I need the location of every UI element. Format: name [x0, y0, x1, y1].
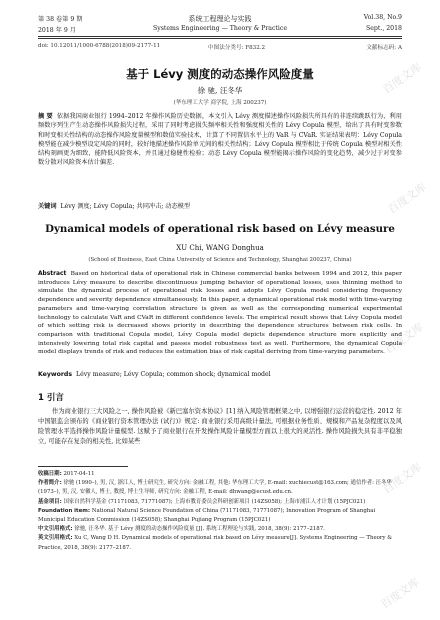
section-heading-introduction: 1 引言 [38, 393, 64, 403]
doi[interactable]: doi: 10.12011/1000-6788(2018)09-2177-11 [38, 43, 161, 49]
footnote-funding-en [38, 507, 402, 525]
abstract-text-en: Based on historical data of operational risk in Chinese commercial banks between 1994 and 2012, this paper introduces Lévy measure to describe discontinuous jumping behavior of operational losses, uses thinning method to simulate the dynamical process of operational risk losses and adopts Lévy Copula model considering frequency dependence and severity dependence simultaneously. In this paper, a dynamical operational risk model with time-varying parameters and time-varying correlation structure is given as well as the corresponding numerical experimental technology to calculate VaR and CVaR in different confidence levels. The empirical result shows that Lévy Copula model of which setting risk is decreased shows priority in describing the dependence structures between risk cells. In comparison with traditional Copula model, Lévy Copula model depicts dependence structure more explicitly and intensively lowering total risk capital and passes model robustness test as well. Furthermore, the dynamical Copula model displays trends of risk and reduces the estimation bias of risk capital deriving from time-varying parameters. [38, 271, 402, 356]
date-cn: 2018 年 9 月 [38, 27, 76, 34]
affiliation-chinese: (华东理工大学 商学院, 上海 200237) [173, 100, 267, 106]
footnote-received [38, 470, 402, 479]
footnote-label: 收稿日期: [38, 471, 62, 477]
footnote-citation-cn [38, 525, 402, 534]
authors-chinese: 徐 驰, 汪冬华 [197, 86, 243, 95]
footnote-author-bio [38, 479, 402, 497]
affiliation-english: (School of Business, East China University of Science and Technology, Shanghai 200237, China) [88, 257, 352, 263]
date-en: Sept., 2018 [366, 25, 402, 32]
footnote-label: 作者简介: [38, 480, 62, 487]
footnote-funding-cn [38, 498, 402, 507]
keywords-chinese [38, 201, 402, 210]
abstract-label-en: Abstract [38, 271, 67, 277]
footnote-text: 徐驰 (1990–), 男, 汉, 浙江人, 博士研究生, 研究方向: 金融工程, 其他: 华东理工大学, E-mail: xuchiecust@163.com; 通信作者: 汪冬华 (1973–), 男, 汉, 安徽人, 博士, 教授, 博士生导师, 研究方向: 金融工程, E-mail: dhwang@ecust.edu.cn. [38, 480, 392, 496]
volume-en: Vol.38, No.9 [363, 14, 402, 21]
keywords-label-en: Keywords [38, 371, 73, 378]
footnote-text: 徐驰, 汪冬华. 基于 Lévy 测度的动态操作风险度量 [J]. 系统工程理论与实践, 2018, 38(9): 2177–2187. [74, 526, 325, 533]
footnote-label: 基金项目: [38, 498, 62, 505]
volume-cn: 第 38 卷第 9 期 [38, 16, 83, 23]
abstract-english [38, 270, 402, 357]
keywords-text-cn: Lévy 测度; Lévy Copula; 共同冲击; 动态模型 [60, 203, 191, 210]
watermark: 百度文库 [380, 60, 425, 97]
title-english: Dynamical models of operational risk based on Lévy measure [45, 223, 395, 235]
authors-english: XU Chi, WANG Donghua [176, 244, 264, 252]
introduction-paragraph: 作为商业银行三大风险之一, 操作风险被《新巴塞尔资本协议》[1] 纳入风险管理框架之中, 以增强银行运营的稳定性. 2012 年中国银监会颁布的《商业银行资本管理办法 (试行)》规定: 商业银行采用高级计量法, 可根据业务性质、规模和产品复杂程度以及风险管理水平选择操作风险计量模型. 这赋予了商业银行在开发操作风险计量模型方面以上很大的灵活性. 操作风险损失具有非平稳独立, 可能存在复杂的相关性, 比如某些 [38, 408, 402, 445]
title-chinese: 基于 Lévy 测度的动态操作风险度量 [126, 67, 314, 81]
header-rule [38, 36, 402, 37]
footnote-text: Xu C, Wang D H. Dynamical models of operational risk based on Lévy measure[J]. Systems Engineering — Theory & Practice, 2018, 38(9): 2177–2187. [38, 535, 393, 551]
journal-en: Systems Engineering — Theory & Practice [152, 25, 288, 32]
footnote-text: 2017-04-11 [63, 471, 95, 477]
watermark: 百度文库 [380, 460, 425, 497]
abstract-label-cn: 摘 要 [38, 113, 53, 120]
header-rule [38, 38, 402, 39]
keywords-english [38, 371, 402, 378]
document-code: 文献标志码: A [366, 45, 402, 51]
footnote-label: 中文引用格式: [38, 526, 73, 533]
footnote-label: 英文引用格式: [38, 535, 73, 542]
footnotes [38, 470, 402, 553]
watermark: 百度文库 [378, 575, 423, 612]
watermark: 百度文库 [382, 320, 427, 357]
footnote-text: National Natural Science Foundation of China (71171083, 71771087); Innovation Program of Shanghai Municipal Education Commission (14ZS058); Shanghai Pujiang Program (15PJC021) [38, 507, 376, 524]
abstract-chinese [38, 112, 402, 168]
abstract-text-cn: 依据我国商业银行 1994–2012 年操作风险历史数据，本文引入 Lévy 测度描述操作风险损失所具有的非连续跳跃行为，利用频数序列生产生动态操作风险损失过程，采用了同时考虑损失频率相关性和强度相关性的 Lévy Copula 模型，给出了具有时变参数和时变相关性结构的动态操作风险度量模型和数值实验技术，计算了不同置信水平上的 VaR 与 CVaR. 实证结果表明：Lévy Copula 模型能在减少模型设定风险的同时，较好地描述操作风险单元间的相关性结构；Lévy Copula 模型相比于传统 Copula 模型对相关性结构刻画更为细致，能降低风险资本，并且通过稳健性检验；动态 Lévy Copula 模型能揭示操作风险的变化趋势，减少过于对变参数分散对风险资本估计偏差. [38, 113, 402, 167]
keywords-label-cn: 关键词 [38, 203, 57, 210]
keywords-text-en: Lévy measure; Lévy Copula; common shock; dynamical model [75, 371, 271, 378]
footnote-rule [38, 466, 128, 467]
footnote-text: 国家自然科学基金 (71171083, 71771087); 上海市教育委员会科研创新项目 (14ZS058); 上海市浦江人才计划 (15PJC021) [63, 498, 366, 505]
journal-cn: 系统工程理论与实践 [188, 15, 252, 23]
clc-number: 中图法分类号: F832.2 [208, 45, 266, 51]
watermark: 百度文库 [385, 180, 430, 217]
footnote-label: Foundation item: [38, 507, 91, 514]
footnote-citation-en [38, 534, 402, 552]
